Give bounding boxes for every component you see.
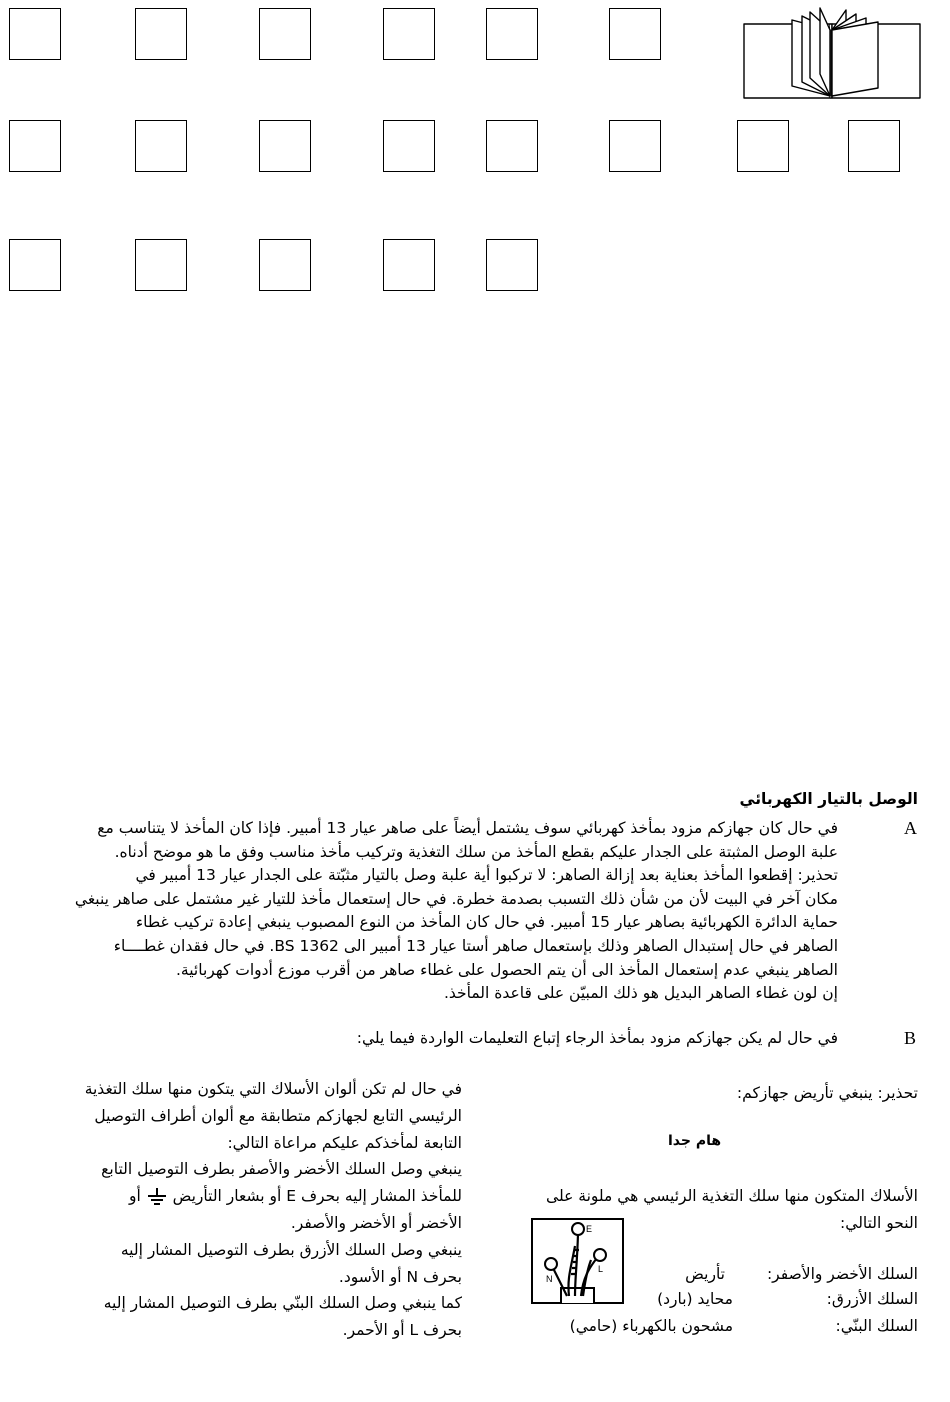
wire-meaning-blue: محايد (بارد) (657, 1290, 733, 1308)
item-a-line: إن لون غطاء الصاهر البديل هو ذلك المبيّن على قاعدة المأخذ. (443, 984, 838, 1003)
ground-line-start: للمأخذ المشار إليه بحرف E أو بشعار التأريض (172, 1187, 462, 1206)
wire-meaning-brown: مشحون بالكهرباء (حامي) (569, 1317, 733, 1335)
wire-intro-line: الأسلاك المتكون منها سلك التغذية الرئيسي هي ملونة على (546, 1187, 918, 1205)
wire-name-blue: السلك الأزرق: (826, 1290, 918, 1308)
wire-intro-line: النحو التالي: (840, 1213, 918, 1232)
checkbox-r3-c4[interactable] (383, 239, 435, 291)
checkbox-r3-c1[interactable] (9, 239, 61, 291)
checkbox-r1-c2[interactable] (135, 8, 187, 60)
important-heading: هام جدا (668, 1133, 722, 1149)
item-a-line: تحذير: إقطعوا المأخذ بعناية بعد إزالة الصاهر: لا تركبوا أية علبة وصل بالتيار مثبّتة على الجدار عيار 13 أمبير في (135, 866, 838, 885)
item-a-body (18, 817, 838, 1006)
ground-line-end: أو (128, 1187, 141, 1206)
wire-name-brown: السلك البنّي: (835, 1317, 918, 1335)
checkbox-r3-c2[interactable] (135, 239, 187, 291)
checkbox-r2-c2[interactable] (135, 120, 187, 172)
left-line: بحرف L أو الأحمر. (342, 1321, 462, 1340)
checkbox-r1-c5[interactable] (486, 8, 538, 60)
ground-line (18, 1183, 462, 1210)
checkbox-r1-c1[interactable] (9, 8, 61, 60)
left-line: ينبغي وصل السلك الأخضر والأصفر بطرف التوصيل التابع (101, 1160, 462, 1179)
item-a-letter: A (904, 818, 917, 838)
checkbox-r2-c1[interactable] (9, 120, 61, 172)
checkbox-r3-c5[interactable] (486, 239, 538, 291)
item-a-line: علبة الوصل المثبتة على الجدار عليكم بقطع المأخذ من سلك التغذية وتركيب مأخذ مناسب وفق ما هو موضح أدناه. (114, 842, 838, 861)
diagram-label-earth: E (586, 1224, 593, 1234)
section-title: الوصل بالتيار الكهربائي (739, 790, 918, 808)
item-a-line: الصاهر في حال إستبدال الصاهر وذلك بإستعمال صاهر أستا عيار 13 أمبير الى BS 1362. في حال فقدان غطــــاء (113, 936, 838, 955)
left-line: ينبغي وصل السلك الأزرق بطرف التوصيل المشار إليه (120, 1240, 462, 1259)
warning-text: تحذير: ينبغي تأريض جهازكم: (736, 1084, 918, 1102)
checkbox-r2-c3[interactable] (259, 120, 311, 172)
left-line: الأخضر أو الأخضر والأصفر. (290, 1213, 462, 1232)
wire-meaning-green-yellow: تأريض (685, 1265, 725, 1283)
checkbox-r3-c3[interactable] (259, 239, 311, 291)
left-line: التابعة لمأخذكم عليكم مراعاة التالي: (227, 1133, 462, 1152)
checkbox-r1-c4[interactable] (383, 8, 435, 60)
checkbox-r1-c3[interactable] (259, 8, 311, 60)
earth-ground-icon (146, 1187, 168, 1207)
item-b-body (18, 1027, 838, 1051)
item-b-letter: B (904, 1028, 917, 1048)
checkbox-r2-c7[interactable] (737, 120, 789, 172)
checkbox-r2-c8[interactable] (848, 120, 900, 172)
item-a-line: في حال كان جهازكم مزود بمأخذ كهربائي سوف يشتمل أيضاً على صاهر عيار 13 أمبير. فإذا كان المأخذ لا يتناسب مع (97, 819, 838, 837)
item-a-line: حماية الدائرة الكهربائية بصاهر عيار 15 أمبير. في حال كان المأخذ من النوع المصبوب ينبغي إعادة تركيب غطاء (135, 913, 838, 932)
diagram-label-live: L (598, 1264, 604, 1274)
checkbox-r1-c6[interactable] (609, 8, 661, 60)
checkbox-r2-c6[interactable] (609, 120, 661, 172)
item-a-line: الصاهر ينبغي عدم إستعمال المأخذ الى أن يتم الحصول على غطاء صاهر من أقرب موزع أدوات كهربائية. (176, 960, 838, 979)
item-a-line: مكان آخر في البيت لأن من شأن ذلك التسبب بصدمة خطرة. في حال إستعمال مأخذ للتيار غير مشتمل على صاهر ينبغي (74, 889, 838, 908)
checkbox-r2-c5[interactable] (486, 120, 538, 172)
diagram-label-neutral: N (546, 1274, 553, 1284)
left-line: في حال لم تكن ألوان الأسلاك التي يتكون منها سلك التغذية (84, 1080, 462, 1098)
item-b (18, 1027, 918, 1053)
item-b-text: في حال لم يكن جهازكم مزود بمأخذ الرجاء إتباع التعليمات الواردة فيما يلي: (356, 1029, 838, 1047)
left-line: بحرف N أو الأسود. (338, 1267, 462, 1286)
checkbox-r2-c4[interactable] (383, 120, 435, 172)
plug-wiring-diagram (531, 1218, 624, 1304)
left-line: كما ينبغي وصل السلك البنّي بطرف التوصيل المشار إليه (103, 1294, 462, 1313)
wire-name-green-yellow: السلك الأخضر والأصفر: (766, 1265, 918, 1283)
open-book-icon (742, 6, 922, 102)
left-column (18, 1076, 462, 1344)
item-a (18, 817, 918, 1007)
left-line: الرئيسي التابع لجهازكم متطابقة مع ألوان أطراف التوصيل (94, 1106, 462, 1125)
